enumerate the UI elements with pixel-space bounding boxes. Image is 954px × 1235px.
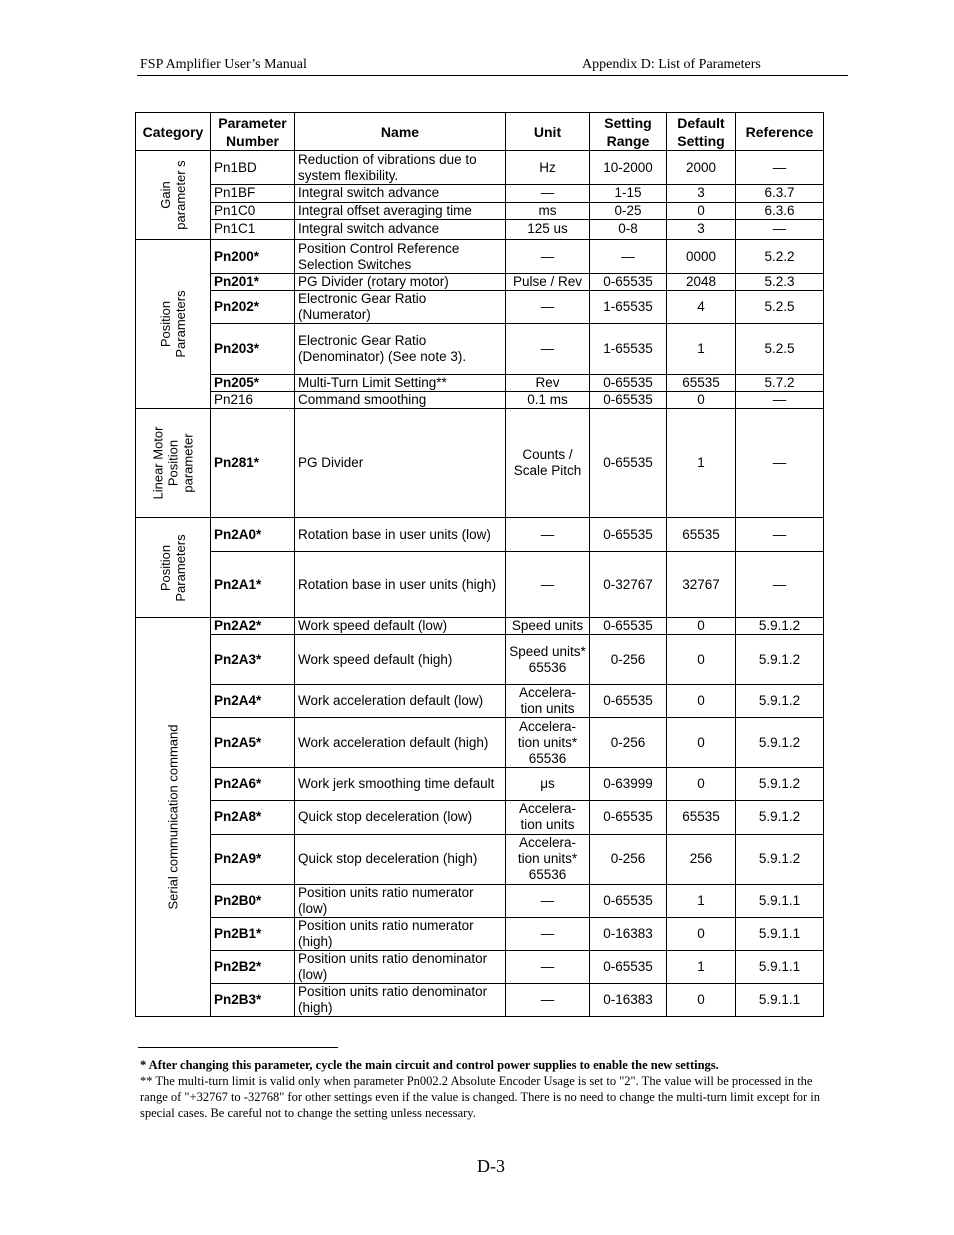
default-setting-cell: 0000	[667, 240, 736, 274]
unit-cell: Accelera- tion units	[506, 801, 590, 834]
parameter-number-cell: Pn2A3*	[211, 635, 295, 685]
reference-header: Reference	[736, 113, 824, 151]
footnote-2: ** The multi-turn limit is valid only when parameter Pn002.2 Absolute Encoder Usage is set to "2". The value will be processed in the range of "+32767 to -32768" for other settings even if the value is changed. There is no need to change the multi-turn limit except for in special cases. Be careful not to change the setting unless necessary.	[140, 1074, 821, 1120]
parameter-number-cell: Pn2A8*	[211, 801, 295, 834]
table-row	[136, 552, 824, 618]
default-setting-cell: 65535	[667, 801, 736, 834]
unit-cell: Counts / Scale Pitch	[506, 409, 590, 518]
default-setting-cell: 2000	[667, 151, 736, 185]
unit-cell: Accelera- tion units* 65536	[506, 718, 590, 768]
parameter-number-cell: Pn2A0*	[211, 518, 295, 552]
table-row	[136, 718, 824, 768]
default-setting-cell: 0	[667, 983, 736, 1016]
parameter-number-cell: Pn2A6*	[211, 768, 295, 801]
unit-cell: Speed units* 65536	[506, 635, 590, 685]
default-setting-cell: 65535	[667, 374, 736, 391]
parameter-number-cell: Pn2A4*	[211, 685, 295, 718]
parameter-number-cell: Pn2A5*	[211, 718, 295, 768]
table-row	[136, 274, 824, 291]
default-setting-cell: 1	[667, 324, 736, 374]
reference-cell: —	[736, 552, 824, 618]
table-row	[136, 618, 824, 635]
reference-cell: 6.3.7	[736, 185, 824, 202]
table-row	[136, 635, 824, 685]
unit-header: Unit	[506, 113, 590, 151]
reference-cell: 5.9.1.1	[736, 950, 824, 983]
parameter-number-cell: Pn216	[211, 391, 295, 408]
parameter-name-cell: PG Divider (rotary motor)	[295, 274, 506, 291]
parameter-number-cell: Pn2B0*	[211, 884, 295, 917]
parameter-number-cell: Pn2A1*	[211, 552, 295, 618]
default-setting-cell: 1	[667, 950, 736, 983]
category-cell	[136, 240, 211, 409]
table-row	[136, 983, 824, 1016]
default-setting-cell: 0	[667, 718, 736, 768]
setting-range-cell: —	[590, 240, 667, 274]
parameter-name-cell: Command smoothing	[295, 391, 506, 408]
setting-range-cell: 0-32767	[590, 552, 667, 618]
setting-range-cell: 0-65535	[590, 518, 667, 552]
unit-cell: Speed units	[506, 618, 590, 635]
parameter-name-cell: Electronic Gear Ratio (Denominator) (See note 3).	[295, 324, 506, 374]
default-setting-cell: 0	[667, 917, 736, 950]
category-cell	[136, 618, 211, 1017]
reference-cell: 5.9.1.2	[736, 801, 824, 834]
parameter-number-cell: Pn203*	[211, 324, 295, 374]
table-row	[136, 768, 824, 801]
parameter-number-cell: Pn205*	[211, 374, 295, 391]
unit-cell: ms	[506, 202, 590, 219]
default-setting-cell: 2048	[667, 274, 736, 291]
parameter-number-cell: Pn2B2*	[211, 950, 295, 983]
unit-cell: 125 us	[506, 219, 590, 239]
reference-cell: 5.9.1.2	[736, 635, 824, 685]
default-setting-cell: 0	[667, 202, 736, 219]
parameter-number-header: Parameter Number	[211, 113, 295, 151]
parameter-number-cell: Pn1C0	[211, 202, 295, 219]
unit-cell: —	[506, 917, 590, 950]
parameter-name-cell: PG Divider	[295, 409, 506, 518]
unit-cell: μs	[506, 768, 590, 801]
header-title: FSP Amplifier User’s Manual	[140, 57, 307, 72]
table-row	[136, 240, 824, 274]
table-row	[136, 202, 824, 219]
parameter-name-cell: Quick stop deceleration (high)	[295, 834, 506, 884]
setting-range-cell: 0-8	[590, 219, 667, 239]
reference-cell: —	[736, 409, 824, 518]
reference-cell: —	[736, 219, 824, 239]
table-row	[136, 291, 824, 324]
unit-cell: —	[506, 240, 590, 274]
setting-range-cell: 0-25	[590, 202, 667, 219]
parameter-number-cell: Pn202*	[211, 291, 295, 324]
table-row	[136, 518, 824, 552]
default-setting-cell: 0	[667, 618, 736, 635]
setting-range-cell: 0-256	[590, 718, 667, 768]
parameter-name-cell: Work acceleration default (high)	[295, 718, 506, 768]
default-setting-cell: 4	[667, 291, 736, 324]
setting-range-cell: 0-65535	[590, 801, 667, 834]
reference-cell: 5.9.1.2	[736, 618, 824, 635]
reference-cell: 5.9.1.2	[736, 768, 824, 801]
default-setting-cell: 1	[667, 884, 736, 917]
parameter-number-cell: Pn2B3*	[211, 983, 295, 1016]
unit-cell: Hz	[506, 151, 590, 185]
category-cell	[136, 518, 211, 618]
default-setting-cell: 3	[667, 219, 736, 239]
reference-cell: 5.9.1.2	[736, 834, 824, 884]
reference-cell: —	[736, 151, 824, 185]
parameter-name-cell: Integral switch advance	[295, 185, 506, 202]
table-row	[136, 950, 824, 983]
parameter-name-cell: Multi-Turn Limit Setting**	[295, 374, 506, 391]
parameter-name-cell: Rotation base in user units (high)	[295, 552, 506, 618]
setting-range-cell: 1-65535	[590, 324, 667, 374]
parameter-name-cell: Integral switch advance	[295, 219, 506, 239]
reference-cell: 5.7.2	[736, 374, 824, 391]
parameter-number-cell: Pn201*	[211, 274, 295, 291]
parameter-name-cell: Work acceleration default (low)	[295, 685, 506, 718]
default-setting-cell: 0	[667, 635, 736, 685]
setting-range-cell: 0-65535	[590, 391, 667, 408]
table-header-row	[136, 113, 824, 151]
parameter-number-cell: Pn2B1*	[211, 917, 295, 950]
unit-cell: —	[506, 185, 590, 202]
default-setting-cell: 32767	[667, 552, 736, 618]
table-row	[136, 374, 824, 391]
setting-range-cell: 0-65535	[590, 685, 667, 718]
unit-cell: Rev	[506, 374, 590, 391]
parameter-number-cell: Pn2A2*	[211, 618, 295, 635]
parameter-table	[135, 112, 824, 1017]
setting-range-cell: 0-256	[590, 635, 667, 685]
category-label: Serial communication command	[165, 724, 181, 910]
setting-range-cell: 0-65535	[590, 884, 667, 917]
table-row	[136, 324, 824, 374]
reference-cell: 5.9.1.1	[736, 983, 824, 1016]
table-row	[136, 185, 824, 202]
setting-range-cell: 0-65535	[590, 274, 667, 291]
parameter-number-cell: Pn1C1	[211, 219, 295, 239]
setting-range-cell: 0-65535	[590, 409, 667, 518]
default-setting-cell: 256	[667, 834, 736, 884]
parameter-name-cell: Electronic Gear Ratio (Numerator)	[295, 291, 506, 324]
setting-range-cell: 0-65535	[590, 618, 667, 635]
default-setting-cell: 0	[667, 685, 736, 718]
setting-range-cell: 0-16383	[590, 983, 667, 1016]
setting-range-cell: 0-65535	[590, 374, 667, 391]
reference-cell: 5.2.5	[736, 291, 824, 324]
unit-cell: 0.1 ms	[506, 391, 590, 408]
reference-cell: 5.9.1.2	[736, 685, 824, 718]
default-setting-cell: 3	[667, 185, 736, 202]
header-section: Appendix D: List of Parameters	[582, 57, 761, 72]
default-setting-cell: 65535	[667, 518, 736, 552]
table-row	[136, 884, 824, 917]
setting-range-cell: 0-256	[590, 834, 667, 884]
category-header: Category	[136, 113, 211, 151]
setting-range-cell: 1-15	[590, 185, 667, 202]
unit-cell: Accelera- tion units	[506, 685, 590, 718]
table-row	[136, 219, 824, 239]
category-label: Linear Motor Position parameter	[150, 426, 196, 500]
category-label: Position Parameters	[158, 533, 188, 602]
reference-cell: 5.9.1.2	[736, 718, 824, 768]
parameter-name-cell: Work speed default (high)	[295, 635, 506, 685]
parameter-number-cell: Pn1BF	[211, 185, 295, 202]
unit-cell: —	[506, 552, 590, 618]
table-row	[136, 685, 824, 718]
parameter-name-cell: Position Control Reference Selection Switches	[295, 240, 506, 274]
reference-cell: —	[736, 391, 824, 408]
setting-range-cell: 0-65535	[590, 950, 667, 983]
parameter-number-cell: Pn2A9*	[211, 834, 295, 884]
reference-cell: 5.9.1.1	[736, 917, 824, 950]
reference-cell: 5.2.2	[736, 240, 824, 274]
table-row	[136, 834, 824, 884]
parameter-number-cell: Pn1BD	[211, 151, 295, 185]
unit-cell: Accelera- tion units* 65536	[506, 834, 590, 884]
footnote-divider	[138, 1047, 338, 1048]
reference-cell: 5.9.1.1	[736, 884, 824, 917]
setting-range-cell: 10-2000	[590, 151, 667, 185]
unit-cell: Pulse / Rev	[506, 274, 590, 291]
footnote-1: * After changing this parameter, cycle the main circuit and control power supplies to enable the new settings.	[140, 1058, 719, 1072]
parameter-name-cell: Reduction of vibrations due to system flexibility.	[295, 151, 506, 185]
page-number: D-3	[477, 1156, 505, 1176]
unit-cell: —	[506, 518, 590, 552]
setting-range-cell: 1-65535	[590, 291, 667, 324]
reference-cell: —	[736, 518, 824, 552]
default-setting-cell: 1	[667, 409, 736, 518]
parameter-name-cell: Integral offset averaging time	[295, 202, 506, 219]
default-setting-cell: 0	[667, 391, 736, 408]
reference-cell: 6.3.6	[736, 202, 824, 219]
setting-range-cell: 0-63999	[590, 768, 667, 801]
table-row	[136, 151, 824, 185]
parameter-name-cell: Position units ratio denominator (low)	[295, 950, 506, 983]
parameter-number-cell: Pn200*	[211, 240, 295, 274]
parameter-name-cell: Position units ratio numerator (high)	[295, 917, 506, 950]
unit-cell: —	[506, 324, 590, 374]
unit-cell: —	[506, 884, 590, 917]
parameter-name-cell: Work jerk smoothing time default	[295, 768, 506, 801]
category-cell	[136, 151, 211, 240]
header-divider	[137, 75, 848, 76]
unit-cell: —	[506, 950, 590, 983]
parameter-name-cell: Rotation base in user units (low)	[295, 518, 506, 552]
category-cell	[136, 409, 211, 518]
setting-range-header: Setting Range	[590, 113, 667, 151]
table-row	[136, 409, 824, 518]
setting-range-cell: 0-16383	[590, 917, 667, 950]
category-label: Position Parameters	[158, 290, 188, 358]
parameter-name-cell: Work speed default (low)	[295, 618, 506, 635]
parameter-name-cell: Position units ratio numerator (low)	[295, 884, 506, 917]
parameter-name-cell: Position units ratio denominator (high)	[295, 983, 506, 1016]
reference-cell: 5.2.5	[736, 324, 824, 374]
unit-cell: —	[506, 983, 590, 1016]
name-header: Name	[295, 113, 506, 151]
table-row	[136, 917, 824, 950]
unit-cell: —	[506, 291, 590, 324]
parameter-name-cell: Quick stop deceleration (low)	[295, 801, 506, 834]
reference-cell: 5.2.3	[736, 274, 824, 291]
default-setting-cell: 0	[667, 768, 736, 801]
default-setting-header: Default Setting	[667, 113, 736, 151]
parameter-number-cell: Pn281*	[211, 409, 295, 518]
table-row	[136, 801, 824, 834]
table-row	[136, 391, 824, 408]
category-label: Gain parameter s	[158, 160, 188, 230]
